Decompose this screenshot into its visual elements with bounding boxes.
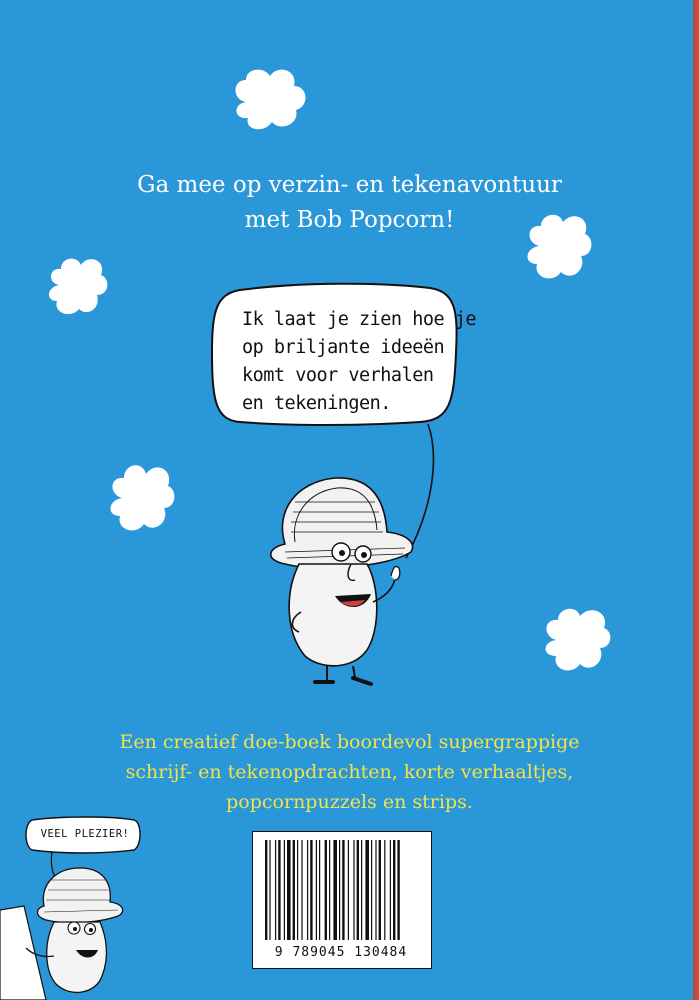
small-bubble-text: VEEL PLEZIER! [40, 828, 130, 840]
speech-line-2: op briljante ideeën [242, 337, 445, 358]
barcode-bar [353, 840, 354, 940]
barcode-bar [361, 840, 362, 940]
barcode-bar [397, 840, 399, 940]
barcode-bar [384, 840, 385, 940]
tagline-line-2: met Bob Popcorn! [244, 207, 455, 233]
barcode-bar [333, 840, 337, 940]
barcode-bar [310, 840, 312, 940]
barcode-bar [339, 840, 340, 940]
speech-line-1: Ik laat je zien hoe je [242, 309, 477, 330]
tagline-line-1: Ga mee op verzin- en tekenavontuur [137, 172, 562, 198]
barcode-bar [269, 840, 270, 940]
small-bob-popcorn-illustration [0, 866, 130, 1000]
barcode-bar [371, 840, 372, 940]
barcode-bar [307, 840, 308, 940]
barcode-number: 9 789045 130484 [274, 945, 408, 960]
barcode-bar [390, 840, 391, 940]
description-line-2: schrijf- en tekenopdrachten, korte verhaaltjes, [125, 761, 574, 783]
bob-popcorn-illustration [255, 472, 425, 687]
barcode-bar [329, 840, 330, 940]
cloud-icon [106, 462, 176, 536]
book-description [0, 727, 699, 817]
cover-edge [691, 0, 699, 1000]
speech-bubble-text [242, 306, 477, 418]
barcode-bar [375, 840, 376, 940]
barcode-bar [278, 840, 280, 940]
barcode-bar [284, 840, 285, 940]
description-line-3: popcornpuzzels en strips. [226, 791, 473, 813]
barcode-bar [265, 840, 267, 940]
cloud-icon [228, 66, 310, 134]
barcode-bar [365, 840, 369, 940]
barcode-bar [342, 840, 344, 940]
barcode-bar [325, 840, 327, 940]
barcode-bar [393, 840, 395, 940]
barcode-bar [348, 840, 349, 940]
cloud-icon [45, 255, 109, 317]
barcode-bar [379, 840, 381, 940]
barcode-bar [319, 840, 320, 940]
barcode-bar [297, 840, 298, 940]
cloud-icon [540, 606, 612, 674]
barcode-bar [293, 840, 295, 940]
speech-line-3: komt voor verhalen [242, 365, 434, 386]
tagline [0, 168, 699, 238]
description-line-1: Een creatief doe-boek boordevol supergrappige [119, 731, 580, 753]
barcode-bar [287, 840, 291, 940]
barcode-bar [316, 840, 317, 940]
barcode-bar [357, 840, 359, 940]
barcode-bars [253, 832, 431, 944]
barcode-bar [301, 840, 302, 940]
barcode-bar [275, 840, 276, 940]
speech-line-4: en tekeningen. [242, 393, 391, 414]
